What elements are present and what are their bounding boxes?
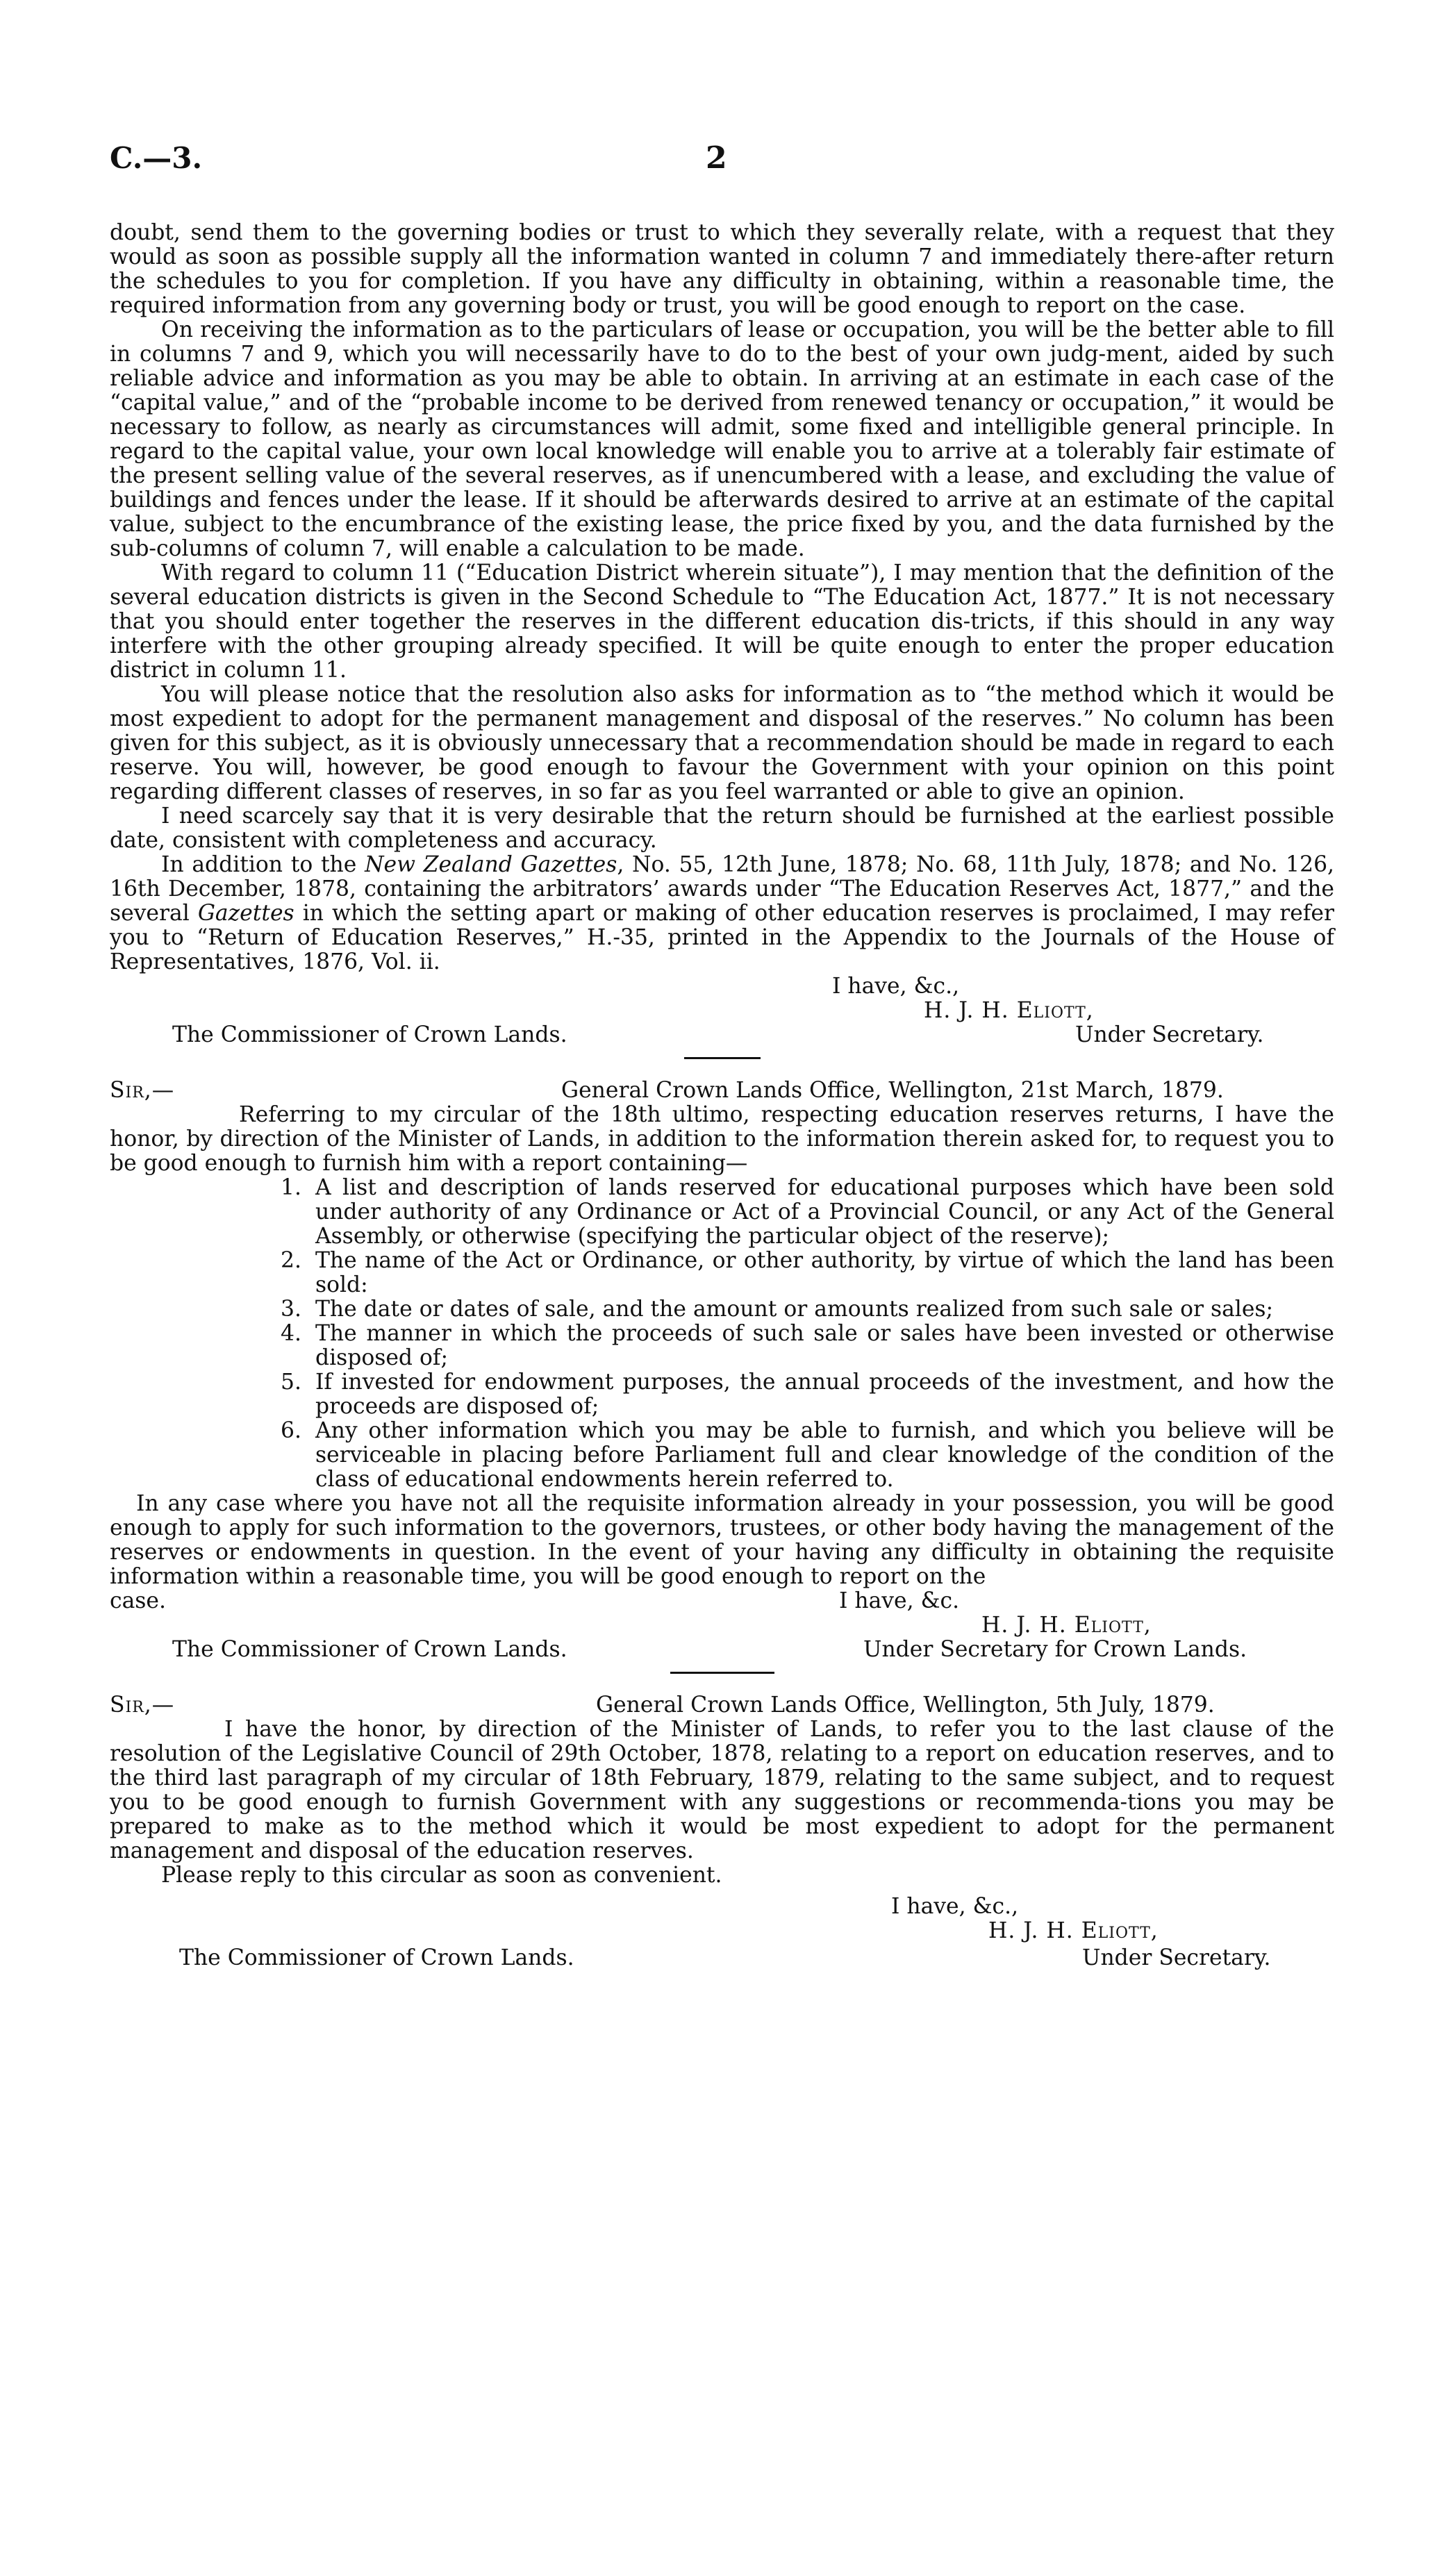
page-number: 2 — [706, 140, 727, 176]
request-list — [281, 1176, 1334, 1492]
paragraph: doubt, send them to the governing bodies or trust to which they severally relate, with a request that they would as soon as possible supply all the information wanted in column 7 and immediately there-after return the schedules to you for completion. If you have any difficulty in obtaining, within a reasonable time, the required information from any governing body or trust, you will be good enough to report on the case. — [110, 220, 1334, 318]
signatory-name: H. J. H. Eliott, — [981, 1613, 1152, 1638]
addressee-row — [110, 1023, 1334, 1047]
closing-row — [110, 1589, 1334, 1613]
salutation: Sir,— — [110, 1693, 175, 1718]
dateline: General Crown Lands Office, Wellington, 5th July, 1879. — [596, 1693, 1215, 1718]
signatory-row — [110, 1613, 1334, 1638]
page-body — [110, 221, 1334, 1970]
addressee: The Commissioner of Crown Lands. — [172, 1022, 567, 1047]
addressee-row — [110, 1638, 1334, 1662]
paragraph: Referring to my circular of the 18th ultimo, respecting education reserves returns, I have the honor, by direction of the Minister of Lands, in addition to the information therein asked for, to request you to be good enough to furnish him with a report containing— — [110, 1102, 1334, 1176]
closing-text: I have, &c., — [832, 974, 960, 999]
paragraph: With regard to column 11 (“Education District wherein situate”), I may mention that the definition of the several education districts is given in the Second Schedule to “The Education Act, 1877.” It is not necessary that you should enter together the reserves in the different education dis-tricts, if this should in any way interfere with the other grouping already specified. It will be quite enough to enter the proper education district in column 11. — [110, 560, 1334, 683]
continued-circular — [110, 221, 1334, 1047]
signatory-name: H. J. H. Eliott, — [924, 998, 1094, 1023]
list-item: 1. A list and description of lands reserved for educational purposes which have been sold under authority of any Ordinance or Act of a Provincial Council, or any Act of the General Assembly, or otherwise (specifying the particular object of the reserve); — [281, 1175, 1334, 1249]
salutation-row — [110, 1079, 1334, 1103]
list-item: 5. If invested for endowment purposes, the annual proceeds of the investment, and how the proceeds are disposed of; — [281, 1370, 1334, 1419]
paragraph: I need scarcely say that it is very desirable that the return should be furnished at the earliest possible date, consistent with completeness and accuracy. — [110, 804, 1334, 853]
list-item: 4. The manner in which the proceeds of such sale or sales have been invested or otherwise disposed of; — [281, 1321, 1334, 1370]
salutation: Sir,— — [110, 1078, 175, 1103]
paragraph: In any case where you have not all the requisite information already in your possession, you will be good enough to apply for such information to the governors, trustees, or other body having the management of the reserves or endowments in question. In the event of your having any difficulty in obtaining the requisite information within a reasonable time, you will be good enough to report on the — [110, 1491, 1334, 1589]
document-reference: C.—3. — [110, 141, 203, 175]
addressee: The Commissioner of Crown Lands. — [172, 1637, 567, 1662]
salutation-row — [110, 1693, 1334, 1718]
closing-text: I have, &c., — [891, 1894, 1019, 1919]
closing-row — [110, 974, 1334, 999]
gazette-paragraph: In addition to the New Zealand Gazettes, No. 55, 12th June, 1878; No. 68, 11th July, 1878; and No. 126, 16th December, 1878, containing the arbitrators’ awards under “The Education Reserves Act, 1877,” and the several Gazettes in which the setting apart or making of other education reserves is proclaimed, I may refer you to “Return of Education Reserves,” H.-35, printed in the Appendix to the Journals of the House of Representatives, 1876, Vol. ii. — [110, 852, 1335, 974]
circular-july — [110, 1693, 1334, 1970]
addressee-row — [110, 1946, 1334, 1970]
signatory-title: Under Secretary. — [1075, 1022, 1264, 1047]
closing-text: I have, &c. — [839, 1588, 960, 1613]
list-item: 2. The name of the Act or Ordinance, or other authority, by virtue of which the land has been sold: — [281, 1248, 1334, 1297]
signatory-row — [110, 999, 1334, 1023]
section-divider — [670, 1672, 774, 1674]
dateline: General Crown Lands Office, Wellington, 21st March, 1879. — [561, 1078, 1224, 1103]
addressee: The Commissioner of Crown Lands. — [179, 1945, 574, 1970]
signatory-title: Under Secretary for Crown Lands. — [863, 1637, 1247, 1662]
signatory-name: H. J. H. Eliott, — [988, 1918, 1159, 1943]
section-divider — [684, 1057, 761, 1059]
signatory-row — [110, 1919, 1334, 1943]
signatory-title: Under Secretary. — [1082, 1945, 1271, 1970]
paragraph: On receiving the information as to the particulars of lease or occupation, you will be the better able to fill in columns 7 and 9, which you will necessarily have to do to the best of your own judg-ment, aided by such reliable advice and information as you may be able to obtain. In arriving at an estimate in each case of the “capital value,” and of the “probable income to be derived from renewed tenancy or occupation,” it would be necessary to follow, as nearly as circumstances will admit, some fixed and intelligible general principle. In regard to the capital value, your own local knowledge will enable you to arrive at a tolerably fair estimate of the present selling value of the several reserves, as if unencumbered with a lease, and excluding the value of buildings and fences under the lease. If it should be afterwards desired to arrive at an estimate of the capital value, subject to the encumbrance of the existing lease, the price fixed by you, and the data furnished by the sub-columns of column 7, will enable a calculation to be made. — [110, 317, 1334, 561]
final-word: case. — [110, 1588, 166, 1613]
paragraph: You will please notice that the resolution also asks for information as to “the method which it would be most expedient to adopt for the permanent management and disposal of the reserves.” No column has been given for this subject, as it is obviously unnecessary that a recommendation should be made in regard to each reserve. You will, however, be good enough to favour the Government with your opinion on this point regarding different classes of reserves, in so far as you feel warranted or able to give an opinion. — [110, 682, 1334, 804]
circular-march — [110, 1079, 1334, 1662]
closing-row — [110, 1895, 1334, 1919]
paragraph: Please reply to this circular as soon as convenient. — [161, 1863, 722, 1888]
list-item: 6. Any other information which you may be able to furnish, and which you believe will be serviceable in placing before Parliament full and clear knowledge of the condition of the class of educational endowments herein referred to. — [281, 1418, 1334, 1492]
page-header — [110, 140, 1334, 181]
list-item: 3. The date or dates of sale, and the amount or amounts realized from such sale or sales; — [281, 1297, 1274, 1322]
paragraph: I have the honor, by direction of the Minister of Lands, to refer you to the last clause of the resolution of the Legislative Council of 29th October, 1878, relating to a report on education reserves, and to the third last paragraph of my circular of 18th February, 1879, relating to the same subject, and to request you to be good enough to furnish Government with any suggestions or recommenda-tions you may be prepared to make as to the method which it would be most expedient to adopt for the permanent management and disposal of the education reserves. — [110, 1717, 1334, 1863]
